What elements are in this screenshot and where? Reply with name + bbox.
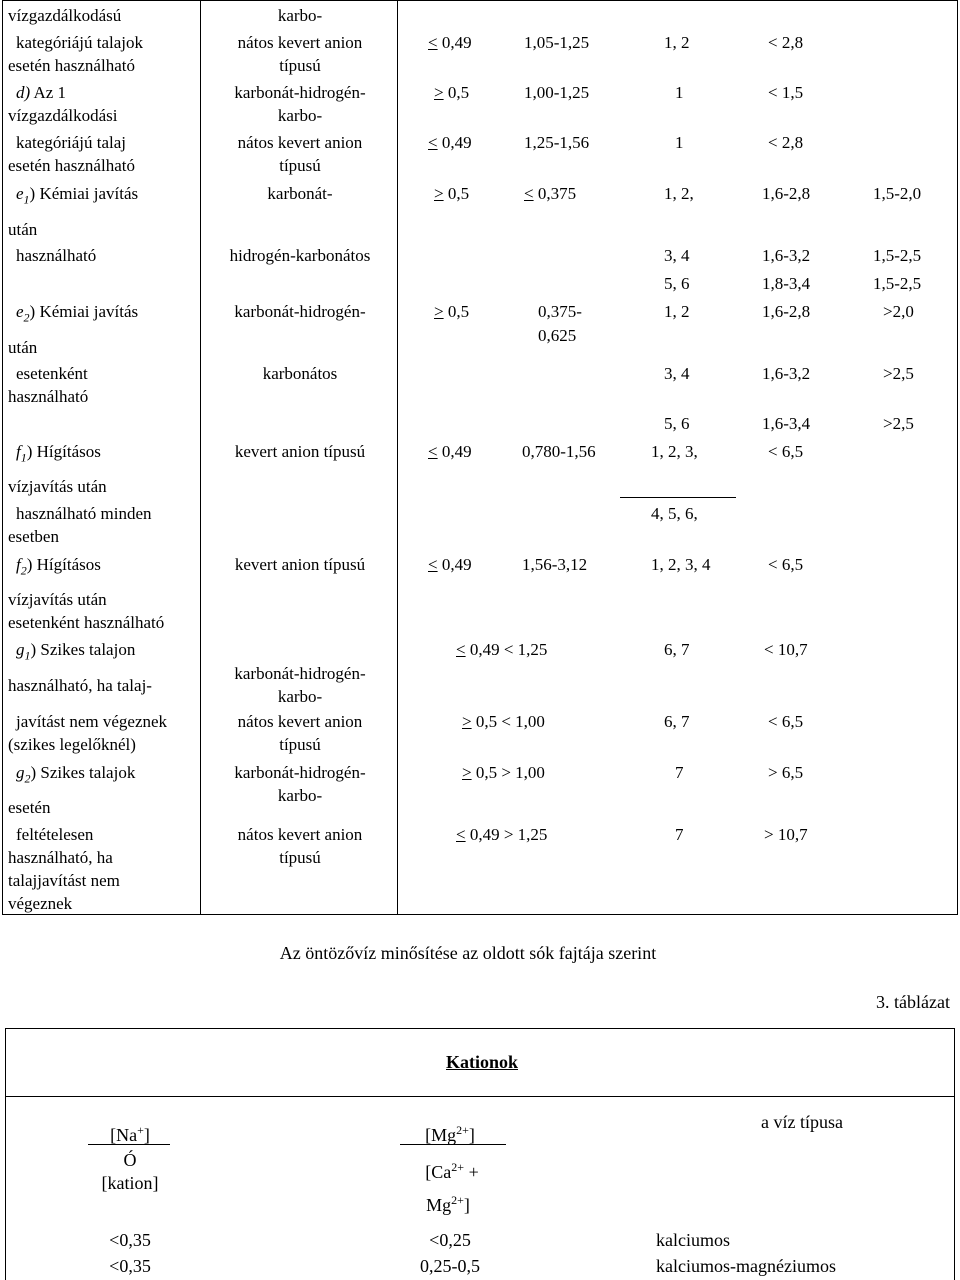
cell-value: > 0,5 [434, 83, 470, 102]
cell-text: nátos kevert anion [237, 825, 363, 844]
cell-text: hidrogén-karbonátos [229, 246, 371, 265]
cell-value: 1 [675, 83, 684, 102]
cell-value: 1,6-2,8 [762, 184, 811, 203]
cell-text: feltételesen [16, 825, 94, 844]
cell-text: (szikes legelőknél) [8, 735, 136, 754]
table1-divider-col1 [200, 0, 201, 915]
cell-text: karbo- [277, 106, 323, 125]
cell-text: használható minden [16, 504, 152, 523]
cell-value: 1,56-3,12 [522, 555, 588, 574]
cell-value: < 6,5 [768, 712, 804, 731]
cell-value: 6, 7 [664, 712, 690, 731]
table-cell: 0,25-0,5 [420, 1256, 480, 1276]
table-cell: kalciumos-magnéziumos [656, 1256, 836, 1276]
cell-text: nátos kevert anion [237, 712, 363, 731]
cell-value: 1,25-1,56 [524, 133, 590, 152]
cell-text: nátos kevert anion [237, 133, 363, 152]
cell-text: karbo- [277, 6, 323, 25]
cell-text: esetenként használható [8, 613, 165, 632]
cell-value: 7 [675, 763, 684, 782]
row-label-f1: $f_1$) Hígításos [16, 442, 101, 465]
row-label-g2: $g_2$) Szikes talajok [16, 763, 136, 786]
cell-value: > 0,5 [434, 302, 470, 321]
cell-value: 7 [675, 825, 684, 844]
cell-text: használható [16, 246, 97, 265]
cell-text: karbo- [277, 786, 323, 805]
cell-text: javítást nem végeznek [16, 712, 168, 731]
cell-text: esetben [8, 527, 59, 546]
cell-text: karbonátos [262, 364, 338, 383]
cell-value: 1,6-3,4 [762, 414, 811, 433]
cell-value: 6, 7 [664, 640, 690, 659]
cell-value: 1,6-3,2 [762, 364, 811, 383]
table1-divider-col2 [397, 0, 398, 915]
cell-text: után [8, 220, 38, 239]
cell-text: karbo- [277, 687, 323, 706]
table-cell: <0,35 [109, 1230, 151, 1250]
cell-value: 4, 5, 6, [651, 504, 698, 523]
cell-value: < 0,49 [428, 133, 472, 152]
cell-text: esetén használható [8, 156, 135, 175]
cell-value: < 2,8 [768, 133, 804, 152]
cell-text: típusú [279, 156, 321, 175]
cell-value: 3, 4 [664, 246, 690, 265]
table-number: 3. táblázat [876, 992, 950, 1012]
row-label-g1: $g_1$) Szikes talajon [16, 640, 136, 663]
cell-value: < 0,49 > 1,25 [456, 825, 548, 844]
cell-text: kategóriájú talaj [16, 133, 126, 152]
cell-text: végeznek [8, 894, 73, 913]
cell-text: esetén [8, 798, 51, 817]
cell-value: < 10,7 [764, 640, 808, 659]
table3-header: Kationok [445, 1052, 519, 1072]
cell-text: kevert anion típusú [234, 442, 366, 461]
cell-text: típusú [279, 848, 321, 867]
cell-value: < 0,375 [524, 184, 577, 203]
cell-value: 5, 6 [664, 274, 690, 293]
cell-text: d) Az 1 [16, 83, 67, 102]
cell-value: 1, 2, [664, 184, 694, 203]
cell-text: karbonát-hidrogén- [234, 83, 366, 102]
ca-header: [$Ca^{2+}$ + [425, 1160, 479, 1182]
row-label-f2: $f_2$) Hígításos [16, 555, 101, 578]
cell-value: 1,05-1,25 [524, 33, 590, 52]
cell-text: nátos kevert anion [237, 33, 363, 52]
water-type-header: a víz típusa [761, 1112, 843, 1132]
cell-value: > 0,5 < 1,00 [462, 712, 545, 731]
cell-text: kevert anion típusú [234, 555, 366, 574]
cell-value: >2,5 [883, 414, 914, 433]
kation-label: [kation] [101, 1173, 159, 1193]
cell-value: 1,00-1,25 [524, 83, 590, 102]
row-label-e1: $e_1$) Kémiai javítás [16, 184, 139, 207]
cell-text: karbonát-hidrogén- [234, 302, 366, 321]
cell-text: karbonát-hidrogén- [234, 763, 366, 782]
cell-value: 1,5-2,0 [873, 184, 922, 203]
cell-value: > 6,5 [768, 763, 804, 782]
cell-value: 1, 2, 3, [651, 442, 698, 461]
cell-text: kategóriájú talajok [16, 33, 143, 52]
cell-value: < 0,49 [428, 442, 472, 461]
o-label: Ó [123, 1150, 137, 1170]
cell-value: 1, 2 [664, 33, 690, 52]
table3-border-top [5, 1028, 955, 1029]
table3-border-left [5, 1028, 6, 1280]
cell-text: típusú [279, 735, 321, 754]
table-caption: Az öntözővíz minősítése az oldott sók fajtája szerint [279, 943, 657, 963]
cell-value: < 0,49 [428, 33, 472, 52]
cell-value: >2,5 [883, 364, 914, 383]
table3-border-right [954, 1028, 955, 1280]
table1-border-bottom [2, 914, 958, 915]
cell-text: vízjavítás után [8, 590, 107, 609]
cell-value: 0,780-1,56 [522, 442, 596, 461]
cell-text: karbonát-hidrogén- [234, 664, 366, 683]
cell-value: 5, 6 [664, 414, 690, 433]
table1-border-left [2, 0, 3, 915]
cell-text: használható [8, 387, 89, 406]
cell-value: 1,5-2,5 [873, 246, 922, 265]
cell-text: vízgazdálkodású [8, 6, 122, 25]
cell-text: esetenként [16, 364, 88, 383]
cell-value: > 0,5 [434, 184, 470, 203]
table1-border-top [2, 0, 958, 1]
cell-value: 1,6-3,2 [762, 246, 811, 265]
cell-value: 1,8-3,4 [762, 274, 811, 293]
cell-value: 1,5-2,5 [873, 274, 922, 293]
cell-value: > 0,5 > 1,00 [462, 763, 545, 782]
cell-value: < 0,49 [428, 555, 472, 574]
cell-text: talajjavítást nem [8, 871, 120, 890]
cell-value: < 2,8 [768, 33, 804, 52]
cell-value: < 0,49 < 1,25 [456, 640, 548, 659]
cell-text: használható, ha talaj- [8, 676, 152, 695]
cell-value: 0,375- [538, 302, 582, 321]
cell-value: 0,625 [538, 326, 577, 345]
table-cell: kalciumos [656, 1230, 730, 1250]
cell-value: > 10,7 [764, 825, 808, 844]
cell-value: < 1,5 [768, 83, 804, 102]
cell-value: 1, 2, 3, 4 [651, 555, 711, 574]
cell-value: 3, 4 [664, 364, 690, 383]
cell-text: használható, ha [8, 848, 113, 867]
row-label-e2: $e_2$) Kémiai javítás [16, 302, 139, 325]
cell-text: típusú [279, 56, 321, 75]
cell-value: < 6,5 [768, 442, 804, 461]
cell-value: 1, 2 [664, 302, 690, 321]
mg-header: $[Mg^{2+}]$ [425, 1123, 475, 1145]
table-cell: <0,25 [429, 1230, 471, 1250]
cell-value: < 6,5 [768, 555, 804, 574]
cell-text: után [8, 338, 38, 357]
cell-value: 1 [675, 133, 684, 152]
mg2-header: $Mg^{2+}$] [426, 1193, 470, 1215]
table1-border-right [957, 0, 958, 915]
table3-header-divider [5, 1096, 955, 1097]
cell-text: vízgazdálkodási [8, 106, 118, 125]
na-header: [Na+] [110, 1123, 150, 1145]
cell-text: karbonát- [267, 184, 333, 203]
cell-value: >2,0 [883, 302, 914, 321]
table-cell: <0,35 [109, 1256, 151, 1276]
cell-text: esetén használható [8, 56, 135, 75]
table1-row-divider [620, 497, 736, 498]
cell-text: vízjavítás után [8, 477, 107, 496]
cell-value: 1,6-2,8 [762, 302, 811, 321]
